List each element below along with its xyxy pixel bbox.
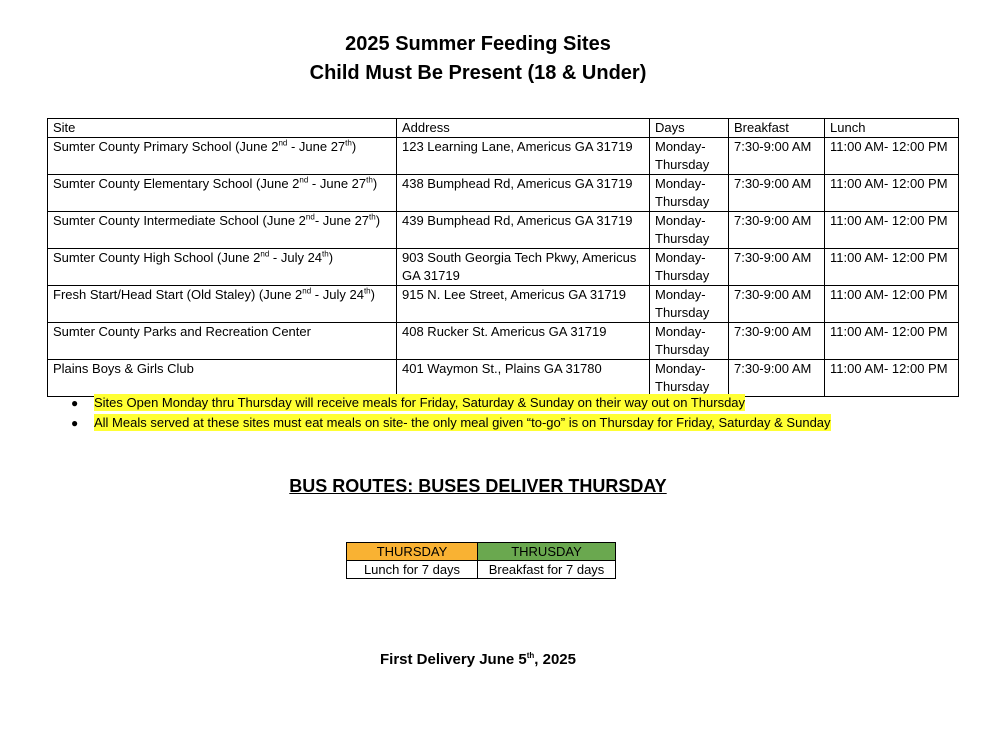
table-row <box>48 286 959 323</box>
site-cell: Sumter County High School (June 2nd - July 24th) <box>48 249 397 286</box>
header-lunch: Lunch <box>825 119 959 138</box>
table-header-row <box>48 119 959 138</box>
breakfast-cell: 7:30-9:00 AM <box>729 360 825 397</box>
note-text: All Meals served at these sites must eat meals on site- the only meal given “to-go” is on Thursday for Friday, Saturday & Sunday <box>94 415 831 430</box>
bus-lunch-value: Lunch for 7 days <box>347 561 478 579</box>
first-delivery-sup: th <box>526 651 535 660</box>
lunch-cell: 11:00 AM- 12:00 PM <box>825 286 959 323</box>
header-address: Address <box>397 119 650 138</box>
site-cell: Sumter County Intermediate School (June 2nd- June 27th) <box>48 212 397 249</box>
days-cell: Monday-Thursday <box>650 360 729 397</box>
note-item <box>68 393 831 413</box>
first-delivery-suffix: , 2025 <box>534 651 576 668</box>
header-site: Site <box>48 119 397 138</box>
breakfast-cell: 7:30-9:00 AM <box>729 212 825 249</box>
table-row <box>48 249 959 286</box>
table-row <box>48 360 959 397</box>
bus-header-thursday-lunch: THURSDAY <box>347 543 478 561</box>
bullet-icon: ● <box>71 416 79 430</box>
bus-routes-title: BUS ROUTES: BUSES DELIVER THURSDAY <box>289 476 667 496</box>
notes-list <box>68 393 831 433</box>
breakfast-cell: 7:30-9:00 AM <box>729 175 825 212</box>
bus-header-thursday-breakfast: THRUSDAY <box>478 543 616 561</box>
bus-header-row <box>347 543 616 561</box>
address-cell: 903 South Georgia Tech Pkwy, Americus GA 31719 <box>397 249 650 286</box>
table-row <box>48 212 959 249</box>
address-cell: 439 Bumphead Rd, Americus GA 31719 <box>397 212 650 249</box>
header-breakfast: Breakfast <box>729 119 825 138</box>
table-row <box>48 138 959 175</box>
lunch-cell: 11:00 AM- 12:00 PM <box>825 360 959 397</box>
lunch-cell: 11:00 AM- 12:00 PM <box>825 249 959 286</box>
days-cell: Monday-Thursday <box>650 138 729 175</box>
address-cell: 915 N. Lee Street, Americus GA 31719 <box>397 286 650 323</box>
bus-routes-table <box>346 542 616 579</box>
first-delivery-text <box>0 651 956 668</box>
breakfast-cell: 7:30-9:00 AM <box>729 249 825 286</box>
address-cell: 438 Bumphead Rd, Americus GA 31719 <box>397 175 650 212</box>
feeding-sites-table <box>47 118 959 397</box>
title-line-1: 2025 Summer Feeding Sites <box>345 33 611 55</box>
bullet-icon: ● <box>71 396 79 410</box>
breakfast-cell: 7:30-9:00 AM <box>729 138 825 175</box>
days-cell: Monday-Thursday <box>650 212 729 249</box>
breakfast-cell: 7:30-9:00 AM <box>729 286 825 323</box>
site-cell: Fresh Start/Head Start (Old Staley) (June 2nd - July 24th) <box>48 286 397 323</box>
days-cell: Monday-Thursday <box>650 249 729 286</box>
table-row <box>48 175 959 212</box>
address-cell: 401 Waymon St., Plains GA 31780 <box>397 360 650 397</box>
lunch-cell: 11:00 AM- 12:00 PM <box>825 175 959 212</box>
breakfast-cell: 7:30-9:00 AM <box>729 323 825 360</box>
site-cell: Plains Boys & Girls Club <box>48 360 397 397</box>
address-cell: 408 Rucker St. Americus GA 31719 <box>397 323 650 360</box>
lunch-cell: 11:00 AM- 12:00 PM <box>825 212 959 249</box>
site-cell: Sumter County Primary School (June 2nd - June 27th) <box>48 138 397 175</box>
note-item <box>68 413 831 433</box>
document-title <box>0 30 956 88</box>
address-cell: 123 Learning Lane, Americus GA 31719 <box>397 138 650 175</box>
bus-value-row <box>347 561 616 579</box>
lunch-cell: 11:00 AM- 12:00 PM <box>825 323 959 360</box>
site-cell: Sumter County Elementary School (June 2nd - June 27th) <box>48 175 397 212</box>
days-cell: Monday-Thursday <box>650 175 729 212</box>
days-cell: Monday-Thursday <box>650 323 729 360</box>
site-cell: Sumter County Parks and Recreation Center <box>48 323 397 360</box>
title-line-2: Child Must Be Present (18 & Under) <box>309 62 647 84</box>
table-row <box>48 323 959 360</box>
lunch-cell: 11:00 AM- 12:00 PM <box>825 138 959 175</box>
bus-breakfast-value: Breakfast for 7 days <box>478 561 616 579</box>
note-text: Sites Open Monday thru Thursday will receive meals for Friday, Saturday & Sunday on their way out on Thursday <box>94 395 746 410</box>
header-days: Days <box>650 119 729 138</box>
first-delivery-prefix: First Delivery June 5 <box>379 651 527 668</box>
days-cell: Monday-Thursday <box>650 286 729 323</box>
